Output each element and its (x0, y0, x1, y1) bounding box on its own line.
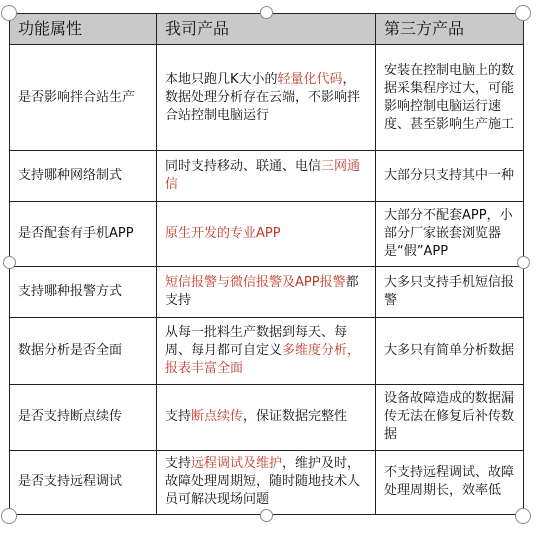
table-row (10, 450, 524, 514)
our-product-cell (157, 450, 376, 514)
resize-handle-mid-left[interactable] (3, 256, 16, 269)
resize-handle-mid-right[interactable] (517, 256, 530, 269)
table-row (10, 202, 524, 266)
feature-cell: 支持哪种报警方式 (10, 266, 157, 317)
header-third-party: 第三方产品 (376, 14, 524, 45)
resize-handle-bottom-right[interactable] (515, 508, 531, 524)
table-row (10, 151, 524, 202)
highlight-text: 远程调试及维护 (191, 456, 283, 472)
feature-cell: 支持哪种网络制式 (10, 151, 157, 202)
cell-text: 支持 (165, 409, 192, 425)
cell-text: 从每一批料生产数据到每天、每周、每月都可自定义 (165, 324, 348, 358)
highlight-text: 断点续传 (191, 409, 244, 425)
header-feature: 功能属性 (10, 14, 157, 45)
highlight-text: 轻量化代码 (277, 71, 343, 87)
header-our-product: 我司产品 (157, 14, 376, 45)
cell-text: ，保证数据完整性 (243, 409, 348, 425)
highlight-text: 短信报警与微信报警及APP报警 (165, 274, 346, 290)
cell-text: 都支持 (165, 274, 359, 308)
feature-cell: 是否支持远程调试 (10, 450, 157, 514)
our-product-cell (157, 45, 376, 151)
table-row (10, 45, 524, 151)
our-product-cell (157, 266, 376, 317)
table-row (10, 385, 524, 450)
third-party-cell: 大部分只支持其中一种 (376, 151, 524, 202)
third-party-cell: 安装在控制电脑上的数据采集程序过大，可能影响控制电脑运行速度、甚至影响生产施工 (376, 45, 524, 151)
third-party-cell: 大多只支持手机短信报警 (376, 266, 524, 317)
comparison-table-frame (9, 13, 523, 515)
resize-handle-bottom-left[interactable] (1, 508, 17, 524)
resize-handle-bottom-mid[interactable] (260, 509, 273, 522)
third-party-cell: 设备故障造成的数据漏传无法在修复后补传数据 (376, 385, 524, 450)
cell-text: ，数据处理分析存在云端，不影响拌合站控制电脑运行 (165, 71, 361, 123)
table-row (10, 317, 524, 384)
our-product-cell (157, 317, 376, 384)
cell-text: ，维护及时，故障处理周期短，随时随地技术人员可解决现场问题 (165, 456, 361, 508)
highlight-text: 原生开发的专业APP (165, 226, 281, 241)
feature-cell: 是否支持断点续传 (10, 385, 157, 450)
feature-cell: 数据分析是否全面 (10, 317, 157, 384)
our-product-cell (157, 202, 376, 266)
third-party-cell: 大多只有简单分析数据 (376, 317, 524, 384)
highlight-text: 多维度分析，报表丰富全面 (165, 342, 361, 376)
resize-handle-top-mid[interactable] (260, 6, 273, 19)
highlight-text: 三网通信 (165, 159, 361, 193)
feature-cell: 是否影响拌合站生产 (10, 45, 157, 151)
feature-cell: 是否配套有手机APP (10, 202, 157, 266)
third-party-cell: 不支持远程调试、故障处理周期长，效率低 (376, 450, 524, 514)
cell-text: 同时支持移动、联通、电信 (165, 159, 322, 175)
comparison-table (9, 13, 524, 515)
cell-text: 支持 (165, 456, 192, 472)
resize-handle-top-left[interactable] (1, 5, 17, 21)
resize-handle-top-right[interactable] (515, 5, 531, 21)
third-party-cell: 大部分不配套APP，小部分厂家嵌套浏览器是“假”APP (376, 202, 524, 266)
our-product-cell (157, 151, 376, 202)
our-product-cell (157, 385, 376, 450)
table-row (10, 266, 524, 317)
cell-text: 本地只跑几K大小的 (165, 71, 278, 87)
